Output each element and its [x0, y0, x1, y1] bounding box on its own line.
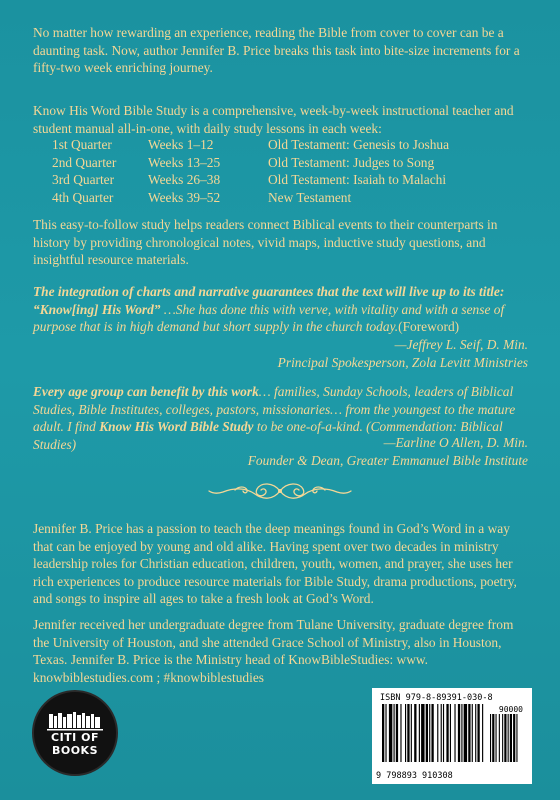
- schedule-quarter: 4th Quarter: [52, 189, 114, 205]
- quote-highlight: The integration of charts and narrative guarantees that the text will live up to its title: “Know[ing] His Word”: [33, 284, 505, 317]
- quote-highlight: Every age group can benefit by this work: [33, 384, 259, 399]
- quote-body-end: to be one-of-a-kind. (Commendation: Biblical Studies): [33, 419, 503, 452]
- schedule-testament: Old Testament: Isaiah to Malachi: [268, 172, 447, 187]
- schedule-weeks: Weeks 1–12: [148, 137, 214, 152]
- schedule-weeks: Weeks 13–25: [148, 154, 221, 170]
- foreword-quote: [33, 283, 533, 336]
- quote-body: … families, Sunday Schools, leaders of Biblical Studies, Bible Institutes, colleges, pastors, missionaries… from the youngest to the mature adult. I find: [33, 384, 516, 434]
- ean-number: 9 798893 910308: [376, 771, 453, 781]
- schedule-testament: Old Testament: Genesis to Joshua: [268, 137, 450, 152]
- isbn-number: ISBN 979-8-89391-030-8: [380, 693, 493, 703]
- schedule-row: [52, 189, 532, 207]
- intro-paragraph: No matter how rewarding an experience, reading the Bible from cover to cover can be a daunting task. Now, author Jennifer B. Price breaks this task into bite-size increments for a fifty-two week enriching journey.: [33, 25, 520, 75]
- attribution-role: Principal Spokesperson, Zola Levitt Ministries: [277, 354, 528, 370]
- know-his-word-paragraph: Know His Word Bible Study is a comprehensive, week-by-week instructional teacher and student manual all-in-one, with daily study lessons in each week:: [33, 103, 514, 136]
- schedule-quarter: 2nd Quarter: [52, 154, 117, 170]
- schedule-row: [52, 136, 532, 154]
- price-code: 90000: [498, 705, 523, 714]
- easy-to-follow-paragraph: This easy-to-follow study helps readers connect Biblical events to their counterparts in history by providing chronological notes, vivid maps, inductive study questions, and insightful resource materials.: [33, 217, 498, 267]
- schedule-testament: New Testament: [268, 189, 352, 205]
- attribution-role: Founder & Dean, Greater Emmanuel Bible Institute: [247, 452, 528, 468]
- author-education-paragraph: Jennifer received her undergraduate degree from Tulane University, graduate degree from the University of Houston, and she attended Grace School of Ministry, also in Houston, Texas. Jennifer B. Price is the Ministry head of KnowBibleStudies: www. knowbiblestudies.com ; #knowbiblestudies: [33, 617, 514, 685]
- attribution-author: —Jeffrey L. Seif, D. Min.: [394, 337, 528, 352]
- schedule-weeks: Weeks 26–38: [148, 172, 221, 187]
- foreword-attribution: [278, 336, 528, 371]
- author-bio-paragraph: Jennifer B. Price has a passion to teach the deep meanings found in God’s Word in a way that can be enjoyed by young and old alike. Having spent over two decades in ministry leadership roles for Christian education, children, youth, women, and prayer, she uses her rich experiences to produce resource materials for Bible Study, drama productions, poetry, and songs to inspire all ages to take a fresh look at God’s Word.: [33, 521, 517, 606]
- quarter-schedule: [52, 136, 532, 206]
- quote-tag: (Foreword): [398, 319, 460, 334]
- schedule-weeks: Weeks 39–52: [148, 189, 221, 205]
- schedule-quarter: 1st Quarter: [52, 137, 112, 152]
- schedule-row: [52, 154, 532, 172]
- schedule-testament: Old Testament: Judges to Song: [268, 154, 435, 170]
- decorative-scroll-ornament-icon: [205, 478, 355, 504]
- attribution-author: —Earline O Allen, D. Min.: [383, 435, 528, 450]
- publisher-name-line1: CITI OF: [51, 731, 99, 744]
- isbn-barcode: [372, 688, 532, 784]
- schedule-row: [52, 171, 532, 189]
- quote-book-title: Know His Word Bible Study: [99, 419, 254, 434]
- quote-body: …She has done this with verve, with vitality and with a sense of purpose that is in high demand but short supply in the church today.: [33, 301, 505, 334]
- commendation-attribution: [248, 434, 528, 469]
- schedule-quarter: 3rd Quarter: [52, 172, 115, 187]
- publisher-name-line2: BOOKS: [51, 744, 99, 757]
- publisher-logo: [32, 690, 118, 776]
